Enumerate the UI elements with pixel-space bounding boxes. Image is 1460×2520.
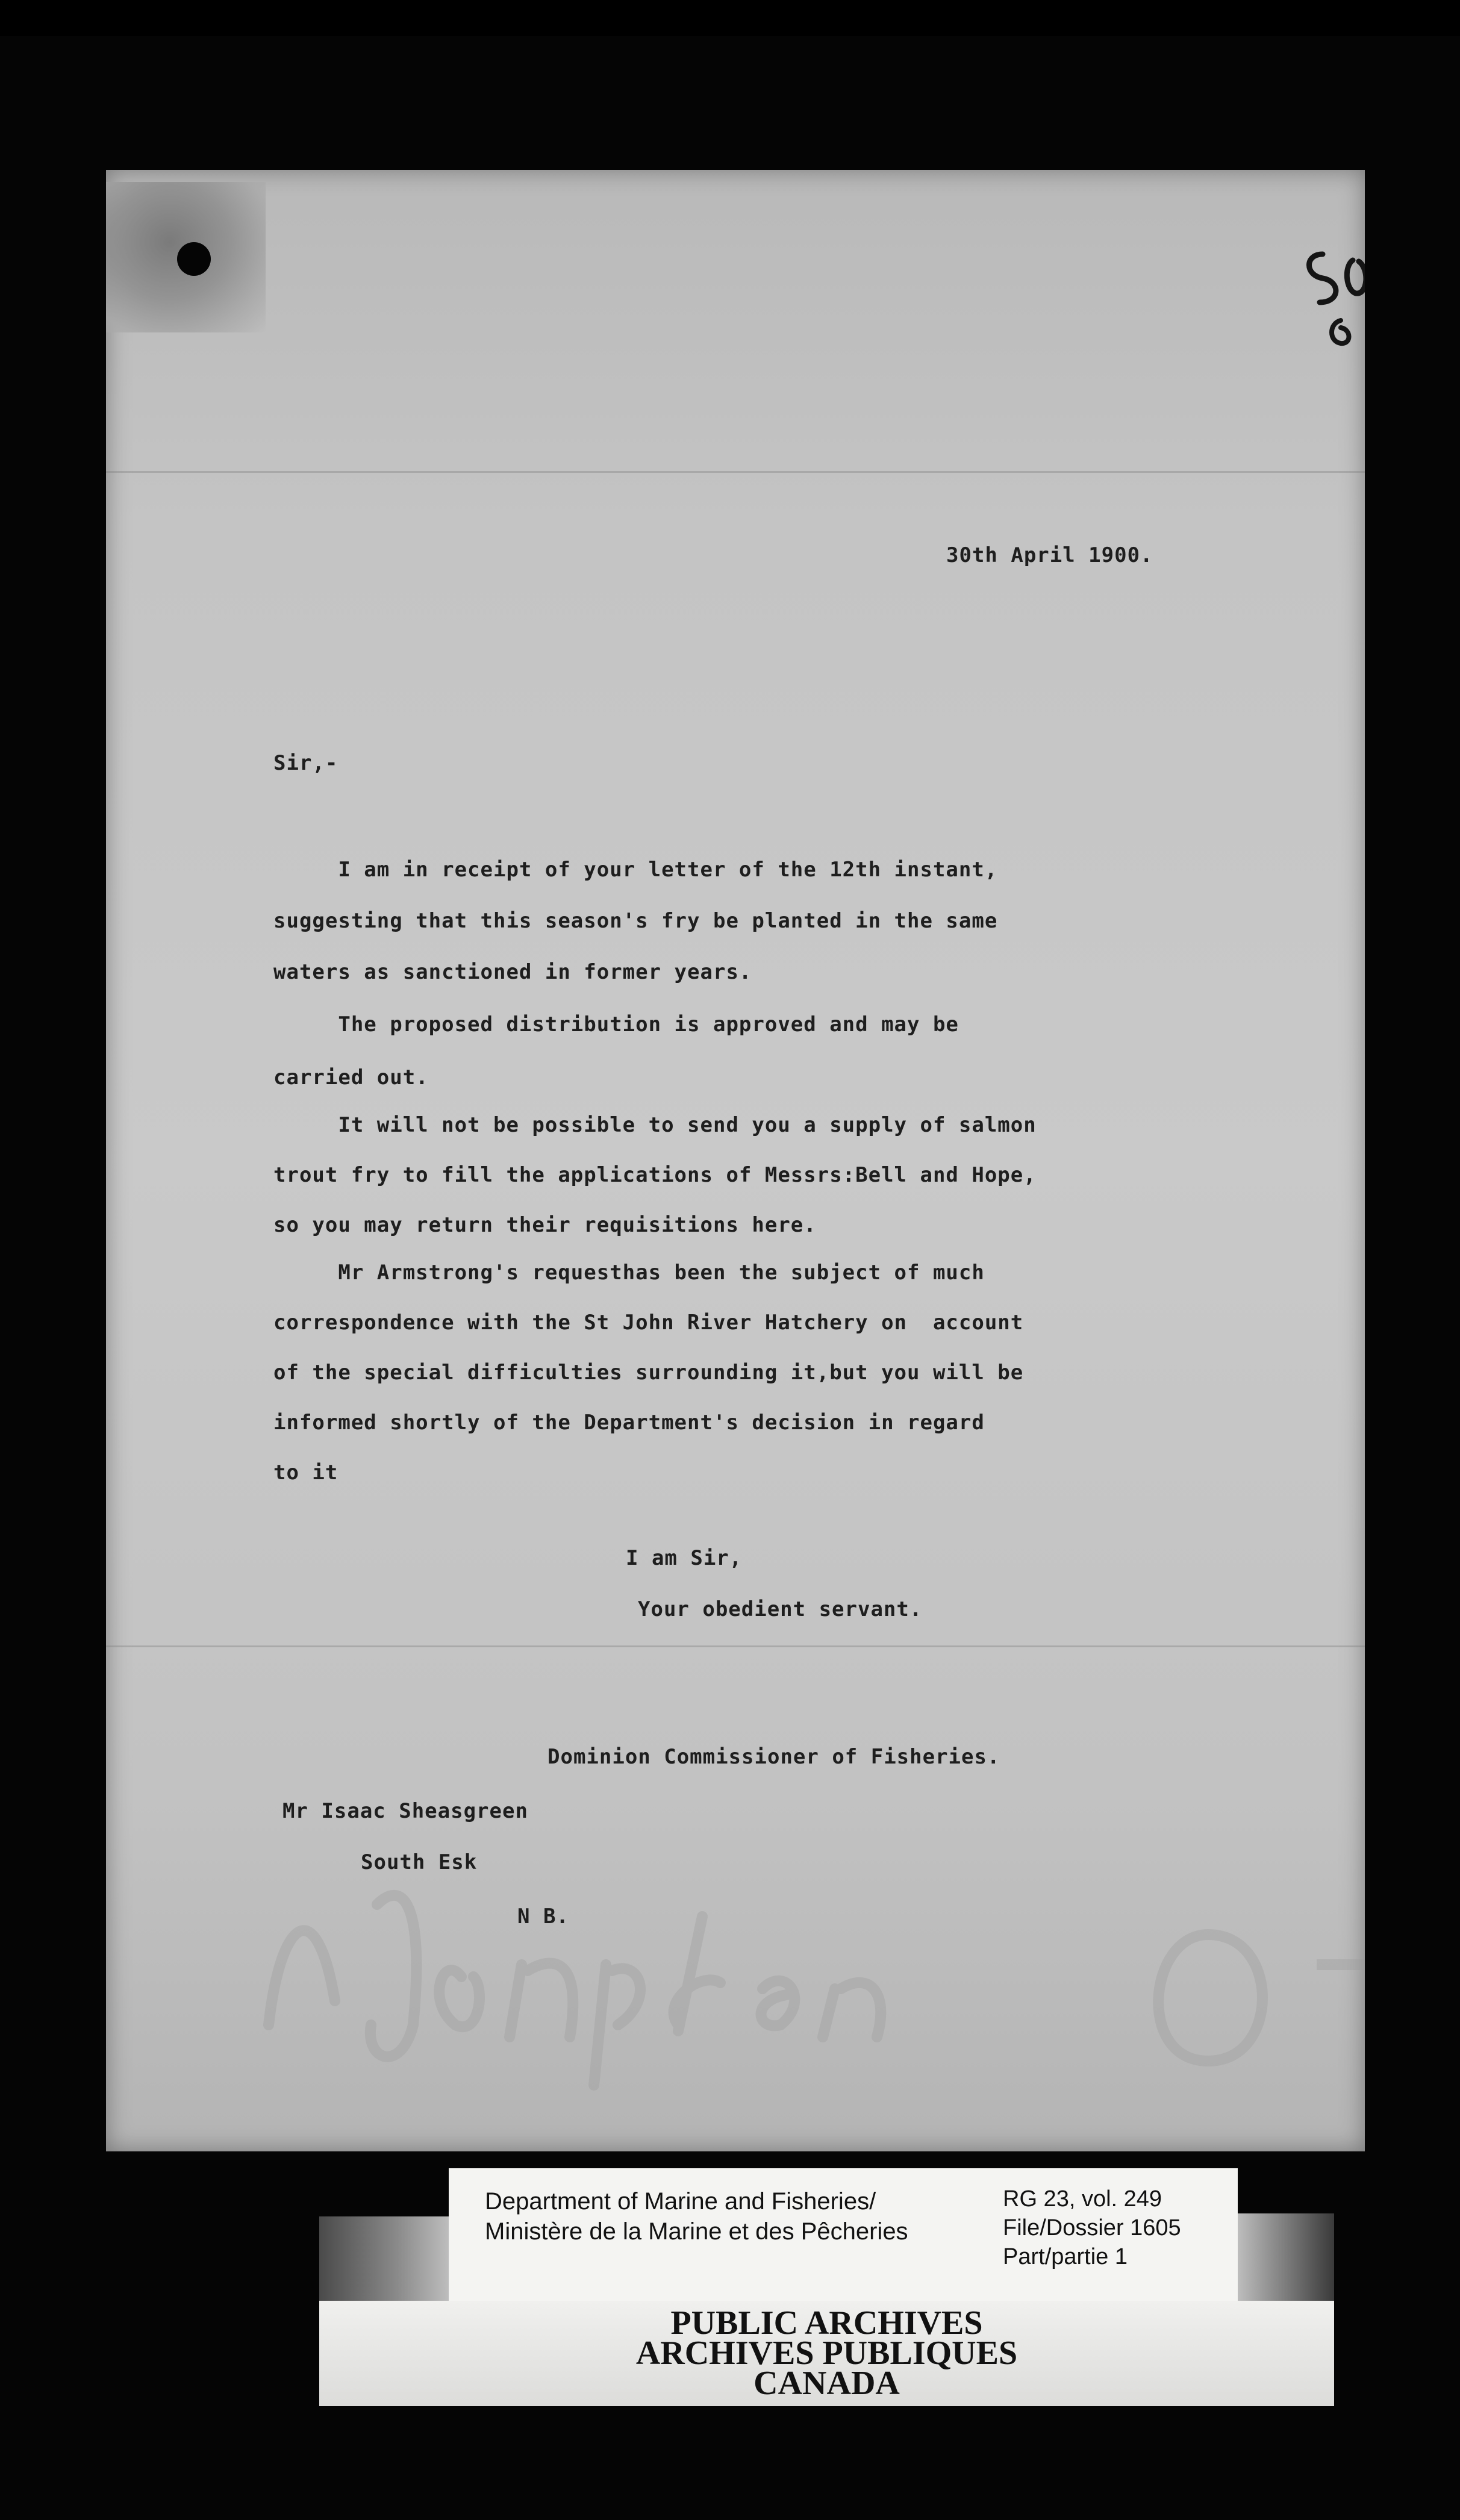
closing-line: I am Sir, bbox=[626, 1546, 743, 1570]
archive-label bbox=[449, 2168, 1238, 2307]
letter-paragraph: It will not be possible to send you a supply of salmon trout fry to fill the applications of Messrs:Bell and Hope, so you may return their requisitions here. bbox=[273, 1113, 1037, 1237]
label-record-group: RG 23, vol. 249 bbox=[1003, 2186, 1162, 2212]
recipient-name: Mr Isaac Sheasgreen bbox=[282, 1799, 528, 1823]
closing-line: Your obedient servant. bbox=[638, 1597, 923, 1621]
recipient-place: South Esk bbox=[361, 1850, 478, 1874]
signature-title: Dominion Commissioner of Fisheries. bbox=[548, 1745, 1000, 1769]
recipient-province: N B. bbox=[517, 1904, 569, 1929]
label-department-en: Department of Marine and Fisheries/ bbox=[485, 2188, 876, 2215]
letter-paragraph: I am in receipt of your letter of the 12th instant, suggesting that this season's fry be planted in the same waters as sanctioned in former years. bbox=[273, 858, 998, 984]
label-part: Part/partie 1 bbox=[1003, 2244, 1128, 2269]
label-file: File/Dossier 1605 bbox=[1003, 2215, 1181, 2241]
label-department-fr: Ministère de la Marine et des Pêcheries bbox=[485, 2218, 908, 2245]
stamp-line: PUBLIC ARCHIVES bbox=[670, 2304, 983, 2342]
letter-paragraph: Mr Armstrong's requesthas been the subject of much correspondence with the St John River Hatchery on account of the special difficulties surrounding it,but you will be informed shortly of the Department's decision in regard to it bbox=[273, 1261, 1024, 1485]
film-frame-border bbox=[0, 0, 1460, 36]
letter-salutation: Sir,- bbox=[273, 751, 338, 775]
fold-line bbox=[106, 1645, 1365, 1647]
punch-hole bbox=[177, 242, 211, 276]
watermark-signature bbox=[245, 1844, 1365, 2097]
letter-date: 30th April 1900. bbox=[946, 543, 1153, 567]
letter-paragraph: The proposed distribution is approved and may be carried out. bbox=[273, 1012, 959, 1090]
stamp-line: CANADA bbox=[753, 2365, 900, 2402]
handwritten-folio-mark bbox=[1299, 218, 1365, 357]
archive-stamp bbox=[319, 2301, 1334, 2406]
stamp-line: ARCHIVES PUBLIQUES bbox=[635, 2334, 1018, 2372]
fold-line bbox=[106, 471, 1365, 473]
letter-page bbox=[106, 170, 1365, 2151]
